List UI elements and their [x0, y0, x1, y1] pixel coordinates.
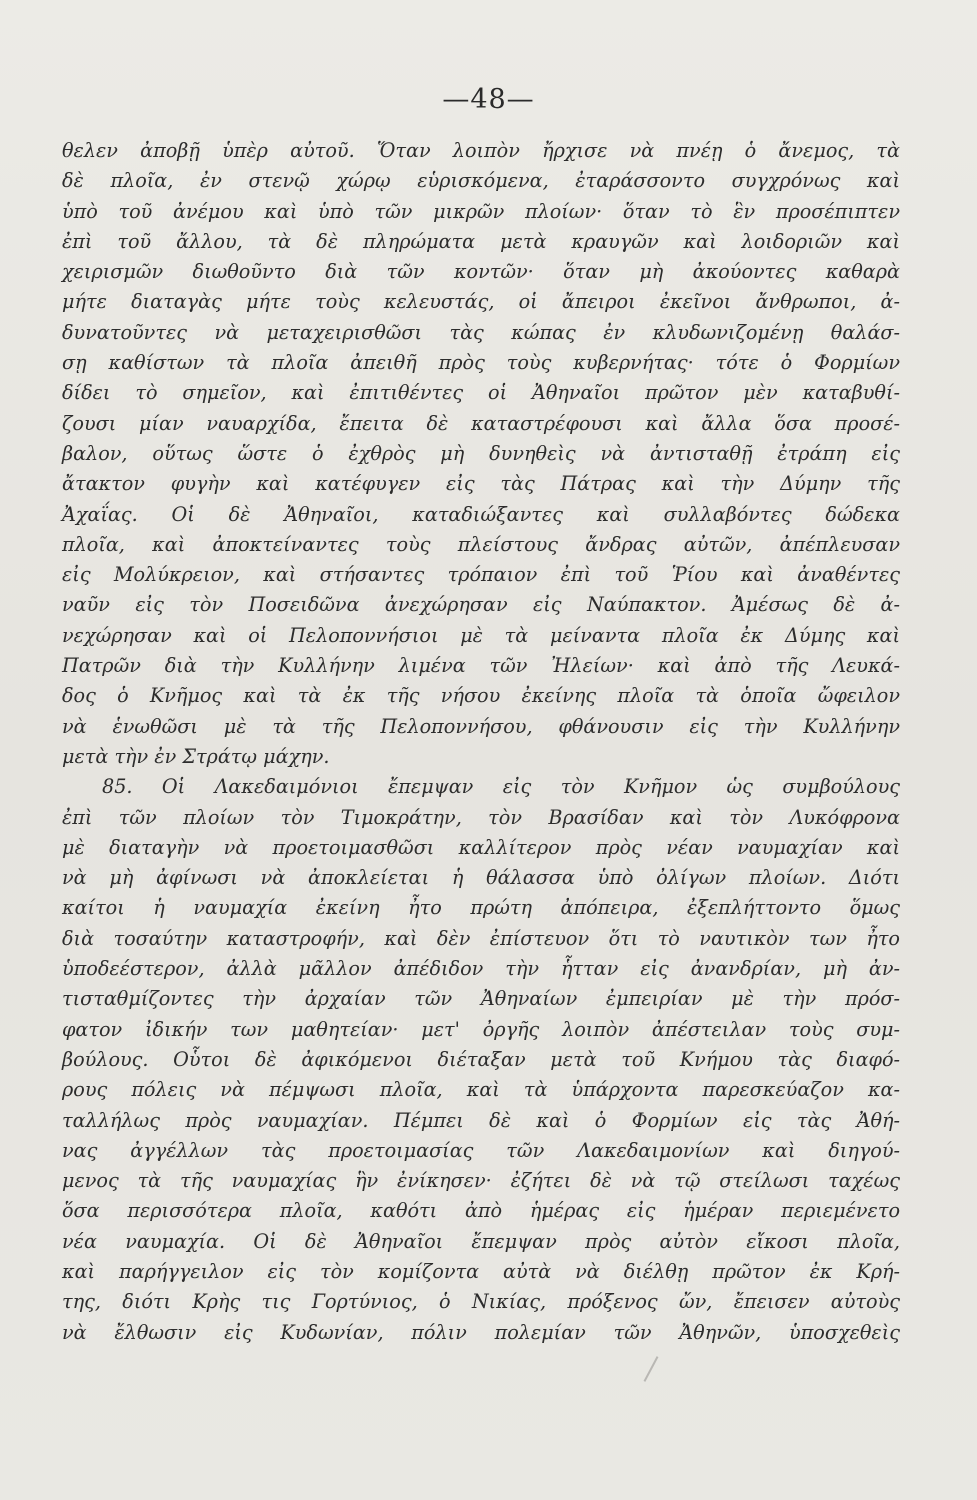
- section-start-line: 85. Οἱ Λακεδαιμόνιοι ἔπεμψαν εἰς τὸν Κνῆμον ὡς συμβούλους: [102, 775, 900, 799]
- text-line: τισταθμίζοντες τὴν ἀρχαίαν τῶν Ἀθηναίων ἐμπειρίαν μὲ τὴν πρόσ-: [62, 987, 900, 1011]
- pencil-mark: [644, 1356, 659, 1382]
- text-line: νὰ μὴ ἀφίνωσι νὰ ἀποκλείεται ἡ θάλασσα ὑπὸ ὀλίγων πλοίων. Διότι: [62, 866, 900, 890]
- text-line: ὅσα περισσότερα πλοῖα, καθότι ἀπὸ ἡμέρας εἰς ἡμέραν περιεμένετο: [62, 1199, 900, 1223]
- text-line: ἐπὶ τοῦ ἄλλου, τὰ δὲ πληρώματα μετὰ κραυγῶν καὶ λοιδοριῶν καὶ: [62, 229, 900, 253]
- text-line: νὰ ἑνωθῶσι μὲ τὰ τῆς Πελοποννήσου, φθάνουσιν εἰς τὴν Κυλλήνην: [62, 714, 900, 738]
- text-line: εἰς Μολύκρειον, καὶ στήσαντες τρόπαιον ἐπὶ τοῦ Ῥίου καὶ ἀναθέντες: [62, 563, 900, 587]
- text-line: ναῦν εἰς τὸν Ποσειδῶνα ἀνεχώρησαν εἰς Ναύπακτον. Ἀμέσως δὲ ἀ-: [62, 593, 900, 617]
- text-line: Ἀχαΐας. Οἱ δὲ Ἀθηναῖοι, καταδιώξαντες καὶ συλλαβόντες δώδεκα: [62, 502, 900, 526]
- text-line: ταλλήλως πρὸς ναυμαχίαν. Πέμπει δὲ καὶ ὁ Φορμίων εἰς τὰς Ἀθή-: [62, 1108, 900, 1132]
- text-line: ἄτακτον φυγὴν καὶ κατέφυγεν εἰς τὰς Πάτρας καὶ τὴν Δύμην τῆς: [62, 472, 900, 496]
- text-line: ἐπὶ τῶν πλοίων τὸν Τιμοκράτην, τὸν Βρασίδαν καὶ τὸν Λυκόφρονα: [62, 805, 900, 829]
- text-line: μήτε διαταγὰς μήτε τοὺς κελευστάς, οἱ ἄπειροι ἐκεῖνοι ἄνθρωποι, ἀ-: [62, 290, 900, 314]
- text-line: μὲ διαταγὴν νὰ προετοιμασθῶσι καλλίτερον πρὸς νέαν ναυμαχίαν καὶ: [62, 835, 900, 859]
- text-line: Πατρῶν διὰ τὴν Κυλλήνην λιμένα τῶν Ἠλείων· καὶ ἀπὸ τῆς Λευκά-: [62, 654, 900, 678]
- text-line: νὰ ἔλθωσιν εἰς Κυδωνίαν, πόλιν πολεμίαν τῶν Ἀθηνῶν, ὑποσχεθεὶς: [62, 1320, 900, 1344]
- text-line: δὲ πλοῖα, ἐν στενῷ χώρῳ εὑρισκόμενα, ἐταράσσοντο συγχρόνως καὶ: [62, 169, 900, 193]
- text-line: βαλον, οὕτως ὥστε ὁ ἐχθρὸς μὴ δυνηθεὶς νὰ ἀντισταθῇ ἐτράπη εἰς: [62, 441, 900, 465]
- text-line: νεχώρησαν καὶ οἱ Πελοποννήσιοι μὲ τὰ μείναντα πλοῖα ἐκ Δύμης καὶ: [62, 623, 900, 647]
- page-number: —48—: [442, 84, 535, 115]
- text-line: σῃ καθίστων τὰ πλοῖα ἀπειθῆ πρὸς τοὺς κυβερνήτας· τότε ὁ Φορμίων: [62, 351, 900, 375]
- text-line: ὑποδεέστερον, ἀλλὰ μᾶλλον ἀπέδιδον τὴν ἧτταν εἰς ἀνανδρίαν, μὴ ἀν-: [62, 957, 900, 981]
- text-line: νας ἀγγέλλων τὰς προετοιμασίας τῶν Λακεδαιμονίων καὶ διηγού-: [62, 1138, 900, 1162]
- text-line: δίδει τὸ σημεῖον, καὶ ἐπιτιθέντες οἱ Ἀθηναῖοι πρῶτον μὲν καταβυθί-: [62, 381, 900, 405]
- paragraph-end-line: μετὰ τὴν ἐν Στράτῳ μάχην.: [62, 744, 330, 768]
- text-line: φατον ἰδικήν των μαθητείαν· μετ' ὀργῆς λοιπὸν ἀπέστειλαν τοὺς συμ-: [62, 1017, 900, 1041]
- text-line: πλοῖα, καὶ ἀποκτείναντες τοὺς πλείστους ἄνδρας αὐτῶν, ἀπέπλευσαν: [62, 532, 900, 556]
- text-line: ζουσι μίαν ναυαρχίδα, ἔπειτα δὲ καταστρέφουσι καὶ ἄλλα ὅσα προσέ-: [62, 411, 900, 435]
- text-line: χειρισμῶν διωθοῦντο διὰ τῶν κοντῶν· ὅταν μὴ ἀκούοντες καθαρὰ: [62, 260, 900, 284]
- text-line: ὑπὸ τοῦ ἀνέμου καὶ ὑπὸ τῶν μικρῶν πλοίων· ὅταν τὸ ἓν προσέπιπτεν: [62, 199, 900, 223]
- text-line: καὶ παρήγγειλον εἰς τὸν κομίζοντα αὐτὰ νὰ διέλθῃ πρῶτον ἐκ Κρή-: [62, 1259, 900, 1283]
- text-line: δος ὁ Κνῆμος καὶ τὰ ἐκ τῆς νήσου ἐκείνης πλοῖα τὰ ὁποῖα ὤφειλον: [62, 684, 900, 708]
- text-line: μενος τὰ τῆς ναυμαχίας ἣν ἐνίκησεν· ἐζήτει δὲ νὰ τῷ στείλωσι ταχέως: [62, 1169, 900, 1193]
- body-text: [62, 136, 900, 1348]
- text-line: θελεν ἀποβῇ ὑπὲρ αὐτοῦ. Ὅταν λοιπὸν ἤρχισε νὰ πνέῃ ὁ ἄνεμος, τὰ: [62, 139, 900, 162]
- text-line: νέα ναυμαχία. Οἱ δὲ Ἀθηναῖοι ἔπεμψαν πρὸς αὐτὸν εἴκοσι πλοῖα,: [62, 1229, 900, 1253]
- text-line: ρους πόλεις νὰ πέμψωσι πλοῖα, καὶ τὰ ὑπάρχοντα παρεσκεύαζον κα-: [62, 1078, 900, 1102]
- text-line: δυνατοῦντες νὰ μεταχειρισθῶσι τὰς κώπας ἐν κλυδωνιζομένῃ θαλάσ-: [62, 320, 900, 344]
- text-line: βούλους. Οὗτοι δὲ ἀφικόμενοι διέταξαν μετὰ τοῦ Κνήμου τὰς διαφό-: [62, 1047, 900, 1071]
- text-line: καίτοι ἡ ναυμαχία ἐκείνη ἦτο πρώτη ἀπόπειρα, ἐξεπλήττοντο ὅμως: [62, 896, 900, 920]
- text-line: της, διότι Κρὴς τις Γορτύνιος, ὁ Νικίας, πρόξενος ὤν, ἔπεισεν αὐτοὺς: [62, 1290, 900, 1314]
- text-line: διὰ τοσαύτην καταστροφήν, καὶ δὲν ἐπίστευον ὅτι τὸ ναυτικὸν των ἦτο: [62, 926, 900, 950]
